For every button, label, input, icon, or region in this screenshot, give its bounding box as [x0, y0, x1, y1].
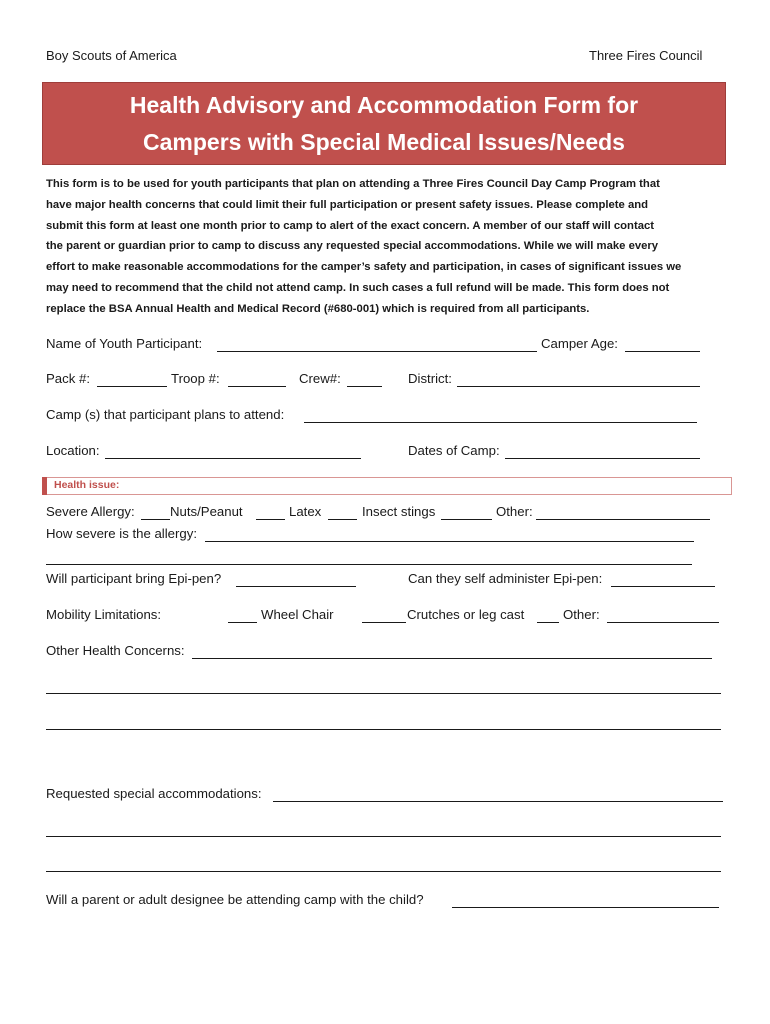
troop-label: Troop #: [171, 371, 220, 386]
camps-label: Camp (s) that participant plans to attend: [46, 407, 285, 422]
epipen-label: Will participant bring Epi-pen? [46, 571, 222, 586]
mobility-other-field[interactable] [607, 622, 719, 623]
how-severe-field[interactable] [205, 541, 694, 542]
nuts-label: Nuts/Peanut [170, 504, 243, 519]
parent-attending-label: Will a parent or adult designee be attending camp with the child? [46, 892, 424, 907]
district-field[interactable] [457, 386, 700, 387]
latex-checkbox-line[interactable] [256, 519, 285, 520]
intro-paragraph [46, 174, 722, 320]
location-label: Location: [46, 443, 100, 458]
crutches-checkbox-line[interactable] [362, 622, 406, 623]
accommodations-field-3[interactable] [46, 871, 721, 872]
accommodations-label: Requested special accommodations: [46, 786, 262, 801]
parent-attending-field[interactable] [452, 907, 719, 908]
camps-field[interactable] [304, 422, 697, 423]
youth-name-label: Name of Youth Participant: [46, 336, 203, 351]
other-concerns-field[interactable] [192, 658, 712, 659]
mobility-other-label: Other: [563, 607, 600, 622]
insect-checkbox-line[interactable] [328, 519, 357, 520]
wheelchair-checkbox-line[interactable] [228, 622, 257, 623]
crutches-label: Crutches or leg cast [407, 607, 525, 622]
how-severe-label: How severe is the allergy: [46, 526, 197, 541]
troop-field[interactable] [228, 386, 286, 387]
allergy-other-label: Other: [496, 504, 533, 519]
mobility-other-checkbox-line[interactable] [537, 622, 559, 623]
accommodations-field-2[interactable] [46, 836, 721, 837]
crew-field[interactable] [347, 386, 382, 387]
intro-line: submit this form at least one month prior to camp to alert of the exact concern. A member of our staff will contact [46, 219, 655, 232]
header-organization: Boy Scouts of America [46, 48, 177, 63]
nuts-checkbox-line[interactable] [141, 519, 170, 520]
insect-label: Insect stings [362, 504, 436, 519]
other-concerns-label: Other Health Concerns: [46, 643, 185, 658]
youth-name-field[interactable] [217, 351, 537, 352]
insect-checkbox-line-2[interactable] [441, 519, 492, 520]
health-issue-section-bar [42, 477, 732, 495]
other-concerns-field-2[interactable] [46, 693, 721, 694]
self-admin-field[interactable] [611, 586, 715, 587]
accommodations-field[interactable] [273, 801, 723, 802]
latex-label: Latex [289, 504, 322, 519]
how-severe-field-2[interactable] [46, 564, 692, 565]
location-field[interactable] [105, 458, 361, 459]
header-council: Three Fires Council [589, 48, 703, 63]
intro-line: the parent or guardian prior to camp to discuss any requested special accommodations. While we will make every [46, 240, 659, 253]
intro-line: This form is to be used for youth participants that plan on attending a Three Fires Council Day Camp Program that [46, 178, 660, 190]
title-line-1: Health Advisory and Accommodation Form for [129, 91, 639, 118]
allergy-other-field[interactable] [536, 519, 710, 520]
title-banner [42, 82, 726, 165]
dates-field[interactable] [505, 458, 700, 459]
district-label: District: [408, 371, 452, 386]
self-admin-label: Can they self administer Epi-pen: [408, 571, 603, 586]
pack-label: Pack #: [46, 371, 90, 386]
intro-line: have major health concerns that could limit their full participation or present safety issues. Please complete and [46, 198, 649, 211]
health-issue-heading: Health issue: [54, 479, 120, 491]
epipen-field[interactable] [236, 586, 356, 587]
pack-field[interactable] [97, 386, 167, 387]
health-issue-accent [42, 477, 47, 495]
severe-allergy-label: Severe Allergy: [46, 504, 135, 519]
camper-age-field[interactable] [625, 351, 700, 352]
mobility-label: Mobility Limitations: [46, 607, 162, 622]
intro-line: may need to recommend that the child not attend camp. In such cases a full refund will be made. This form does not [46, 281, 670, 294]
title-line-2: Campers with Special Medical Issues/Needs [143, 128, 625, 155]
other-concerns-field-3[interactable] [46, 729, 721, 730]
dates-label: Dates of Camp: [408, 443, 500, 458]
intro-line: effort to make reasonable accommodations for the camper’s safety and participation, in cases of significant issues we [46, 261, 682, 274]
wheelchair-label: Wheel Chair [261, 607, 334, 622]
crew-label: Crew#: [299, 371, 341, 386]
intro-line: replace the BSA Annual Health and Medical Record (#680-001) which is required from all participants. [46, 302, 590, 315]
camper-age-label: Camper Age: [541, 336, 618, 351]
